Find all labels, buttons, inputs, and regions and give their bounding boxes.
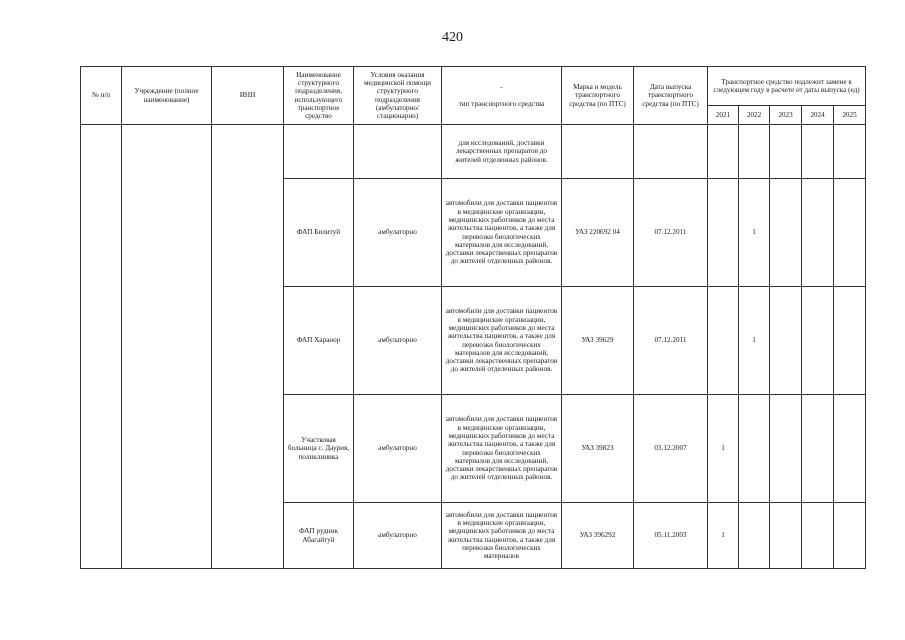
cell-model: УАЗ 39823 — [562, 395, 634, 503]
cell-year-2025 — [834, 503, 866, 569]
cell-year-2021: 1 — [708, 503, 739, 569]
cell-description: автомобили для доставки пациентов в медицинские организации, медицинских работников до места жительства пациентов, а также для перевозки биологических материалов — [442, 503, 562, 569]
cell-description: автомобили для доставки пациентов в медицинские организации, медицинских работников до места жительства пациентов, а также для перевозки биологических материалов для исследований, доставки лекарственных препаратов до жителей отделенных районов. — [442, 395, 562, 503]
cell-model: УАЗ 220692 04 — [562, 179, 634, 287]
header-dash: - — [500, 83, 503, 92]
cell-description: автомобили для доставки пациентов в медицинские организации, медицинских работников до места жительства пациентов, а также для перевозки биологических материалов для исследований, доставки лекарственных препаратов до жителей отделенных районов. — [442, 179, 562, 287]
header-row — [81, 67, 866, 106]
header-model: Марка и модель транспортного средства (по ПТС) — [562, 67, 634, 125]
cell-year-2023 — [770, 179, 802, 287]
cell-year-2024 — [802, 179, 834, 287]
header-year-2025: 2025 — [834, 106, 866, 125]
cell-year-2022 — [739, 503, 770, 569]
cell-unit: ФАП Билитуй — [284, 179, 354, 287]
header-institution: Учреждение (полное наименование) — [122, 67, 212, 125]
cell-year-2023 — [770, 395, 802, 503]
cell-model: УАЗ 396292 — [562, 503, 634, 569]
cell-year-2022 — [739, 395, 770, 503]
cell-model: УАЗ 39629 — [562, 287, 634, 395]
header-replacement: Транспортное средство подлежит замене в следующем году в расчете от даты выпуска (ед) — [708, 67, 866, 106]
cell-condition: амбулаторно — [354, 395, 442, 503]
cell-description: автомобили для доставки пациентов в медицинские организации, медицинских работников до места жительства пациентов, а также для перевозки биологических материалов для исследований, доставки лекарственных препаратов до жителей отделенных районов. — [442, 287, 562, 395]
cell-condition: амбулаторно — [354, 503, 442, 569]
header-conditions: Условия оказания медицинской помощи структурного подразделения (амбулаторно/стационарно) — [354, 67, 442, 125]
cell-date: 07.12.2011 — [634, 179, 708, 287]
cell-condition: амбулаторно — [354, 179, 442, 287]
cell-year — [834, 125, 866, 179]
cell-year-2025 — [834, 395, 866, 503]
cell-unit: ФАП Харанор — [284, 287, 354, 395]
cell-year-2022: 1 — [739, 287, 770, 395]
cell-year-2021 — [708, 179, 739, 287]
cell-year — [802, 125, 834, 179]
header-vehicle-type-label: тип транспортного средства — [458, 99, 545, 108]
cell-condition — [354, 125, 442, 179]
table-row — [81, 125, 866, 179]
cell-year — [739, 125, 770, 179]
header-year-2023: 2023 — [770, 106, 802, 125]
header-num: № п/п — [81, 67, 122, 125]
cell-date: 05.11.2003 — [634, 503, 708, 569]
cell-institution — [122, 125, 212, 569]
header-year-2022: 2022 — [739, 106, 770, 125]
cell-condition: амбулаторно — [354, 287, 442, 395]
cell-date: 07.12.2011 — [634, 287, 708, 395]
header-year-2024: 2024 — [802, 106, 834, 125]
cell-inn — [212, 125, 284, 569]
cell-year-2025 — [834, 179, 866, 287]
cell-year-2022: 1 — [739, 179, 770, 287]
cell-date — [634, 125, 708, 179]
header-year-2021: 2021 — [708, 106, 739, 125]
cell-model — [562, 125, 634, 179]
page-number: 420 — [442, 30, 463, 45]
header-unit: Наименование структурного подразделения, использующего транспортное средство — [284, 67, 354, 125]
header-inn: ИНН — [212, 67, 284, 125]
cell-year-2024 — [802, 395, 834, 503]
cell-year-2025 — [834, 287, 866, 395]
cell-unit: Участковая больница с. Даурия, поликлиника — [284, 395, 354, 503]
cell-year — [770, 125, 802, 179]
cell-year-2021 — [708, 287, 739, 395]
cell-year-2023 — [770, 503, 802, 569]
cell-year — [708, 125, 739, 179]
cell-description: для исследований, доставки лекарственных препаратов до жителей отделенных районов. — [442, 125, 562, 179]
header-release-date: Дата выпуска транспортного средства (по ПТС) — [634, 67, 708, 125]
cell-unit — [284, 125, 354, 179]
cell-year-2021: 1 — [708, 395, 739, 503]
cell-unit: ФАП рудник Абагайтуй — [284, 503, 354, 569]
cell-year-2023 — [770, 287, 802, 395]
cell-date: 03.12.2007 — [634, 395, 708, 503]
header-vehicle-type — [442, 67, 562, 125]
cell-year-2024 — [802, 287, 834, 395]
vehicle-replacement-table — [80, 66, 866, 569]
cell-year-2024 — [802, 503, 834, 569]
cell-num — [81, 125, 122, 569]
